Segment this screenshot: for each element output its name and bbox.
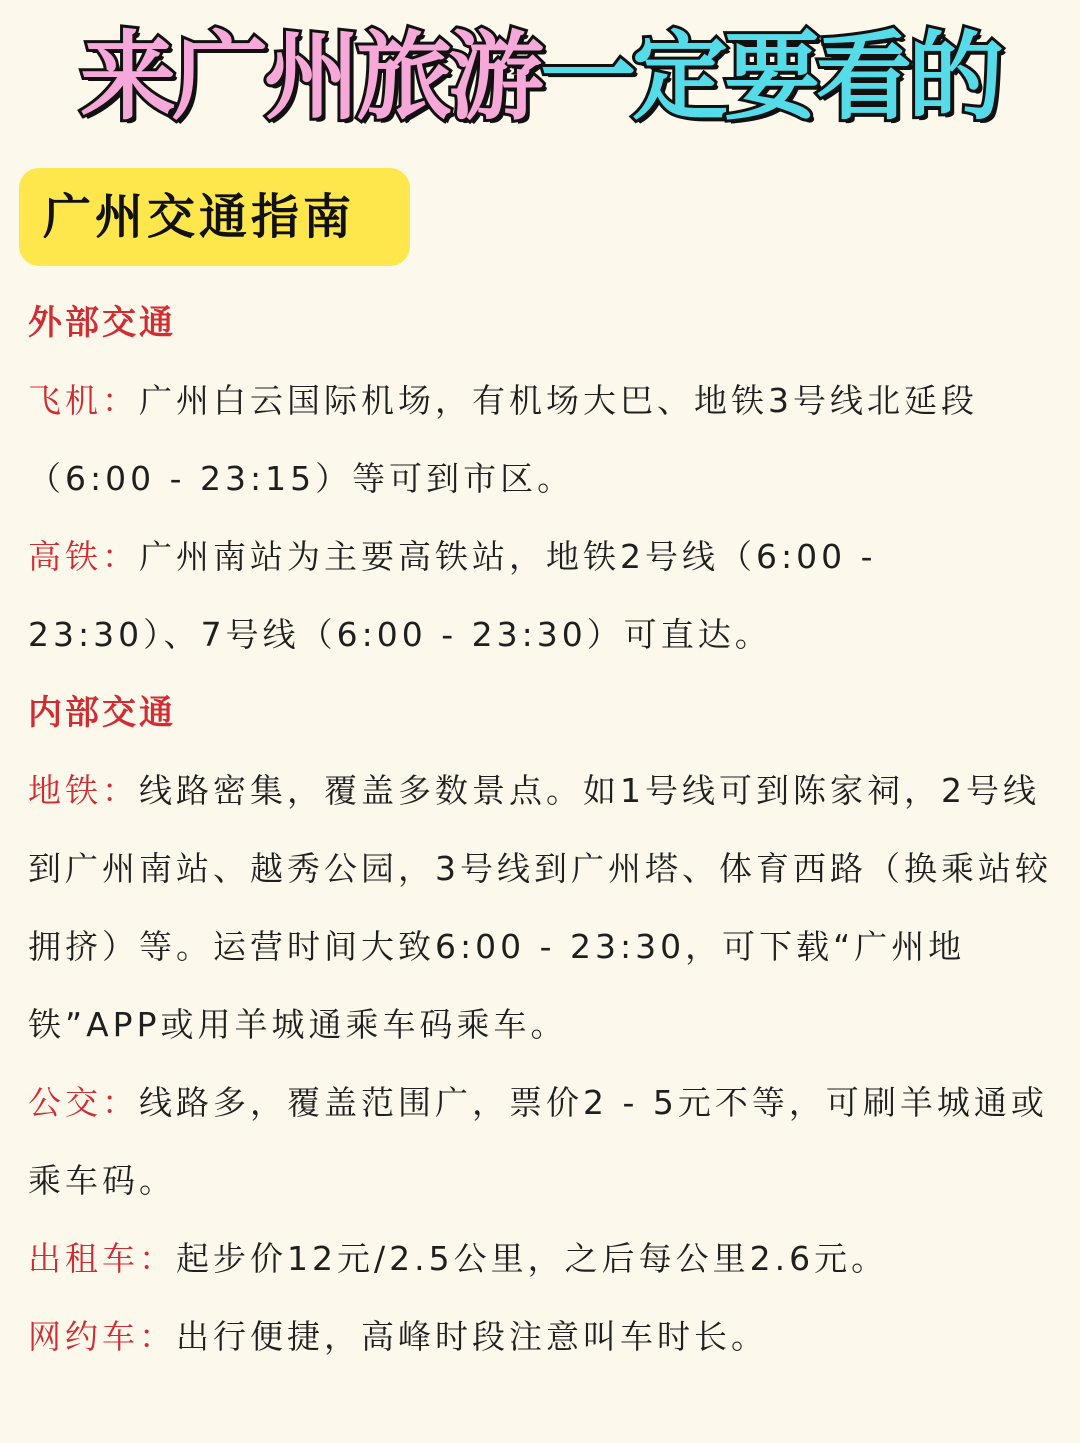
title-part-pink: 来广州旅游	[80, 21, 540, 133]
section-external	[28, 284, 1058, 674]
item-ride-hailing	[28, 1298, 1058, 1376]
item-label: 公交：	[28, 1083, 139, 1122]
section-internal	[28, 674, 1058, 1376]
item-text: 线路密集，覆盖多数景点。如1号线可到陈家祠，2号线到广州南站、越秀公园，3号线到广州塔、体育西路（换乘站较拥挤）等。运营时间大致6:00 - 23:30，可下载“广州地铁”APP或用羊城通乘车码乘车。	[28, 771, 1052, 1044]
item-taxi	[28, 1220, 1058, 1298]
section-heading: 内部交通	[28, 693, 176, 733]
page-title	[0, 18, 1080, 136]
item-label: 飞机：	[28, 381, 139, 420]
item-text: 广州南站为主要高铁站，地铁2号线（6:00 - 23:30）、7号线（6:00 - 23:30）可直达。	[28, 537, 877, 654]
title-part-cyan: 一定要看的	[540, 21, 1000, 133]
item-label: 出租车：	[28, 1239, 176, 1278]
item-high-speed-rail	[28, 518, 1058, 674]
item-airplane	[28, 362, 1058, 518]
guide-content	[28, 284, 1058, 1376]
item-label: 地铁：	[28, 771, 139, 810]
guide-badge: 广州交通指南	[19, 168, 410, 266]
item-label: 网约车：	[28, 1317, 176, 1356]
item-text: 广州白云国际机场，有机场大巴、地铁3号线北延段（6:00 - 23:15）等可到市区。	[28, 381, 978, 498]
item-bus	[28, 1064, 1058, 1220]
item-label: 高铁：	[28, 537, 139, 576]
item-metro	[28, 752, 1058, 1064]
item-text: 起步价12元/2.5公里，之后每公里2.6元。	[176, 1239, 889, 1278]
item-text: 出行便捷，高峰时段注意叫车时长。	[176, 1317, 768, 1356]
section-heading: 外部交通	[28, 303, 176, 343]
item-text: 线路多，覆盖范围广，票价2 - 5元不等，可刷羊城通或乘车码。	[28, 1083, 1048, 1200]
